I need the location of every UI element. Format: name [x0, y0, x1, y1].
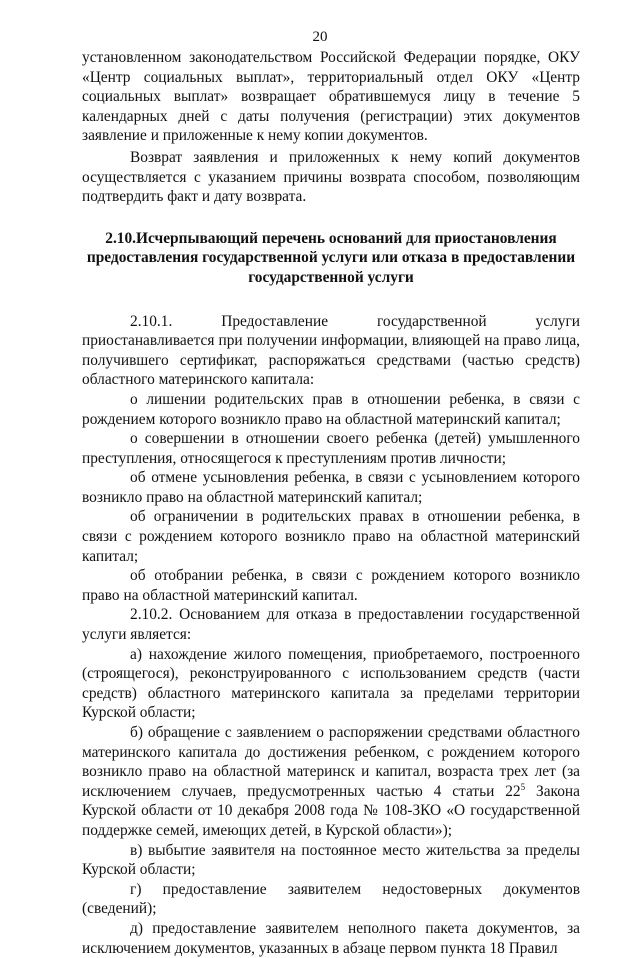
article-superscript: 5	[520, 781, 526, 792]
page-number: 20	[312, 29, 328, 45]
list-item: об ограничении в родительских правах в отношении ребенка, в связи с рождением которого возникло право на областной материнский капитал;	[82, 508, 580, 565]
refusal-ground-e: д) предоставление заявителем неполного пакета документов, за исключением документов, указанных в абзаце первом пункта 18 Правил	[82, 919, 580, 957]
clause-2-10-1-intro: 2.10.1. Предоставление государственной услуги приостанавливается при получении информации, влияющей на право лица, получившего сертификат, распоряжаться средствами (частью средств) областного материнского капитала:	[82, 312, 580, 389]
paragraph-return-method: Возврат заявления и приложенных к нему копий документов осуществляется с указанием причины возврата способом, позволяющим подтвердить факт и дату возврата.	[82, 148, 580, 206]
list-item: об отобрании ребенка, в связи с рождением которого возникло право на областной материнский капитал.	[82, 567, 580, 604]
section-heading: 2.10.Исчерпывающий перечень оснований для приостановления предоставления государственной услуги или отказа в предоставлении государственной услуги	[86, 229, 576, 286]
refusal-ground-b	[82, 723, 580, 841]
refusal-ground-b-text: б) обращение с заявлением о распоряжении средствами областного материнского капитала до достижения ребенком, с рождением которого возникло право на областной материнск и капитал, возраста трех лет (за исключением случаев, предусмотренных частью 4 статьи 22	[82, 724, 580, 800]
list-item: о лишении родительских прав в отношении ребенка, в связи с рождением которого возникло право на областной материнский капитал;	[82, 390, 580, 428]
clause-2-10-2-intro: 2.10.2. Основанием для отказа в предоставлении государственной услуги является:	[82, 606, 580, 644]
paragraph-return-documents: установленном законодательством Российской Федерации порядке, ОКУ «Центр социальных выплат», территориальный отдел ОКУ «Центр социальных выплат» возвращает обратившемуся лицу в течение 5 календарных дней с даты получения (регистрации) этих документов заявление и приложенные к нему копии документов.	[82, 49, 580, 145]
refusal-ground-a: а) нахождение жилого помещения, приобретаемого, построенного (строящегося), реконструированного с использованием средств (части средств) областного материнского капитала за пределами территории Курской области;	[82, 645, 580, 722]
document-body	[82, 48, 580, 958]
refusal-ground-c: в) выбытие заявителя на постоянное место жительства за пределы Курской области;	[82, 841, 580, 879]
list-item: о совершении в отношении своего ребенка (детей) умышленного преступления, относящегося к преступлениям против личности;	[82, 430, 580, 467]
refusal-ground-d: г) предоставление заявителем недостоверных документов (сведений);	[82, 880, 580, 918]
list-item: об отмене усыновления ребенка, в связи с усыновлением которого возникло право на областной материнский капитал;	[82, 469, 580, 506]
refusal-ground-b-text-continued: Закона Курской области от 10 декабря 2008 года № 108-ЗКО «О государственной поддержке семей, имеющих детей, в Курской области»);	[82, 782, 580, 839]
